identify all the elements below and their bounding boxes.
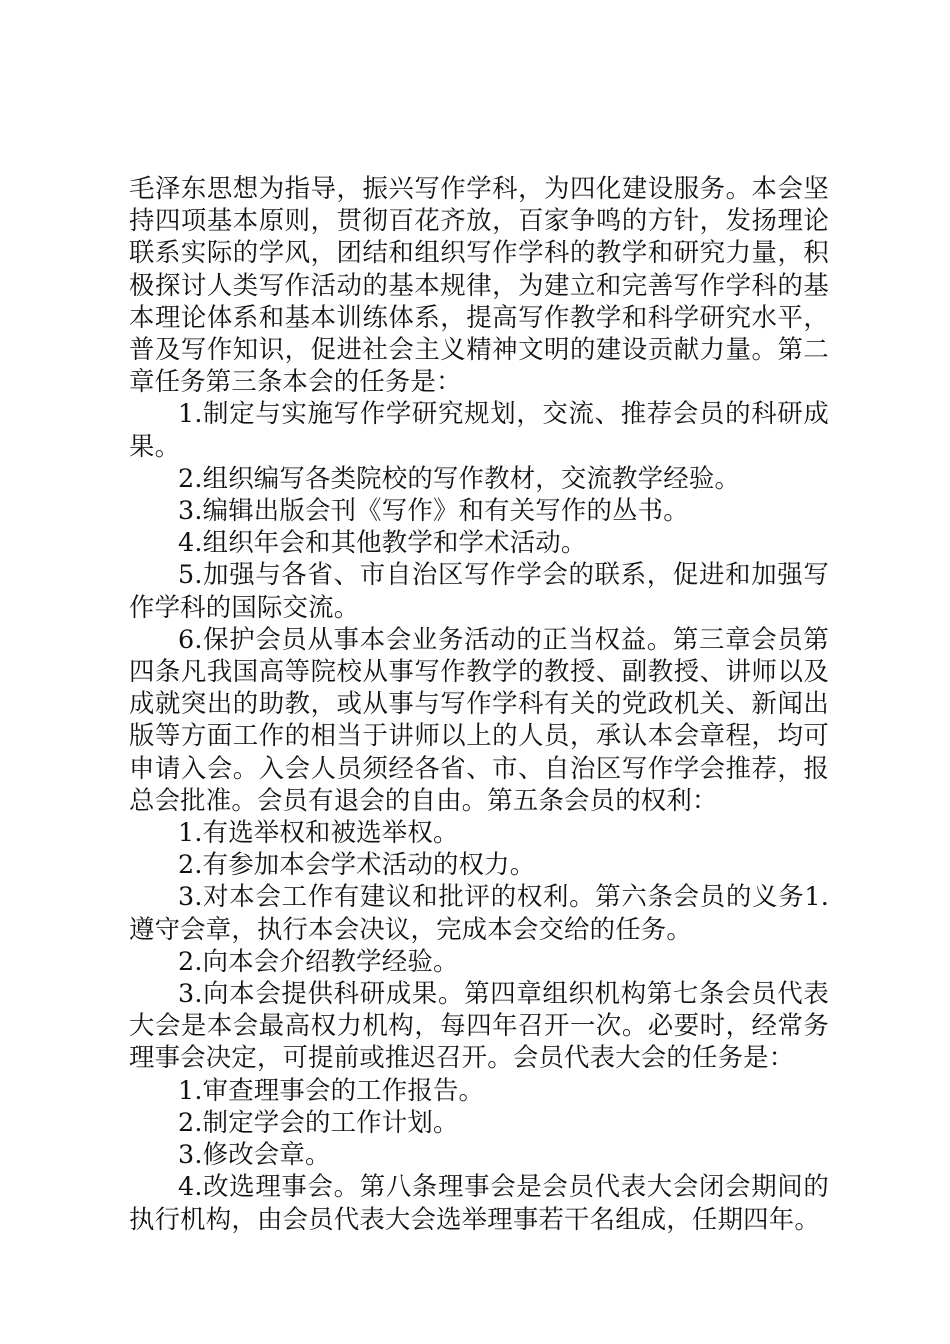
paragraph-guiding-principles: 毛泽东思想为指导，振兴写作学科，为四化建设服务。本会坚持四项基本原则，贯彻百花齐放，百家争鸣的方针，发扬理论联系实际的学风，团结和组织写作学科的教学和研究力量，积极探讨人类写作活动的基本规律，为建立和完善写作学科的基本理论体系和基本训练体系，提高写作教学和科学研究水平，普及写作知识，促进社会主义精神文明的建设贡献力量。第二章任务第三条本会的任务是： bbox=[129, 173, 829, 397]
document-body bbox=[129, 172, 829, 1235]
paragraph-congress-task-3: 3.修改会章。 bbox=[178, 1139, 331, 1170]
paragraph-duty-3-organization: 3.向本会提供科研成果。第四章组织机构第七条会员代表大会是本会最高权力机构，每四年召开一次。必要时，经常务理事会决定，可提前或推迟召开。会员代表大会的任务是： bbox=[129, 978, 829, 1073]
paragraph-task-2: 2.组织编写各类院校的写作教材，交流教学经验。 bbox=[178, 462, 741, 493]
paragraph-task-6-members: 6.保护会员从事本会业务活动的正当权益。第三章会员第四条凡我国高等院校从事写作教学的教授、副教授、讲师以及成就突出的助教，或从事与写作学科有关的党政机关、新闻出版等方面工作的相当于讲师以上的人员，承认本会章程，均可申请入会。入会人员须经各省、市、自治区写作学会推荐，报总会批准。会员有退会的自由。第五条会员的权利： bbox=[129, 623, 829, 815]
paragraph-task-5: 5.加强与各省、市自治区写作学会的联系，促进和加强写作学科的国际交流。 bbox=[129, 559, 829, 622]
paragraph-duty-2: 2.向本会介绍教学经验。 bbox=[178, 945, 459, 976]
paragraph-task-1: 1.制定与实施写作学研究规划，交流、推荐会员的科研成果。 bbox=[129, 398, 829, 461]
paragraph-right-2: 2.有参加本会学术活动的权力。 bbox=[178, 849, 536, 880]
paragraph-congress-task-4: 4.改选理事会。第八条理事会是会员代表大会闭会期间的执行机构，由会员代表大会选举理事若干名组成，任期四年。 bbox=[129, 1171, 829, 1234]
paragraph-congress-task-2: 2.制定学会的工作计划。 bbox=[178, 1106, 459, 1137]
paragraph-right-3-duties: 3.对本会工作有建议和批评的权利。第六条会员的义务1.遵守会章，执行本会决议，完成本会交给的任务。 bbox=[129, 881, 829, 944]
paragraph-right-1: 1.有选举权和被选举权。 bbox=[178, 817, 459, 848]
paragraph-congress-task-1: 1.审查理事会的工作报告。 bbox=[178, 1074, 485, 1105]
paragraph-task-4: 4.组织年会和其他教学和学术活动。 bbox=[178, 527, 587, 558]
paragraph-task-3: 3.编辑出版会刊《写作》和有关写作的丛书。 bbox=[178, 495, 689, 526]
